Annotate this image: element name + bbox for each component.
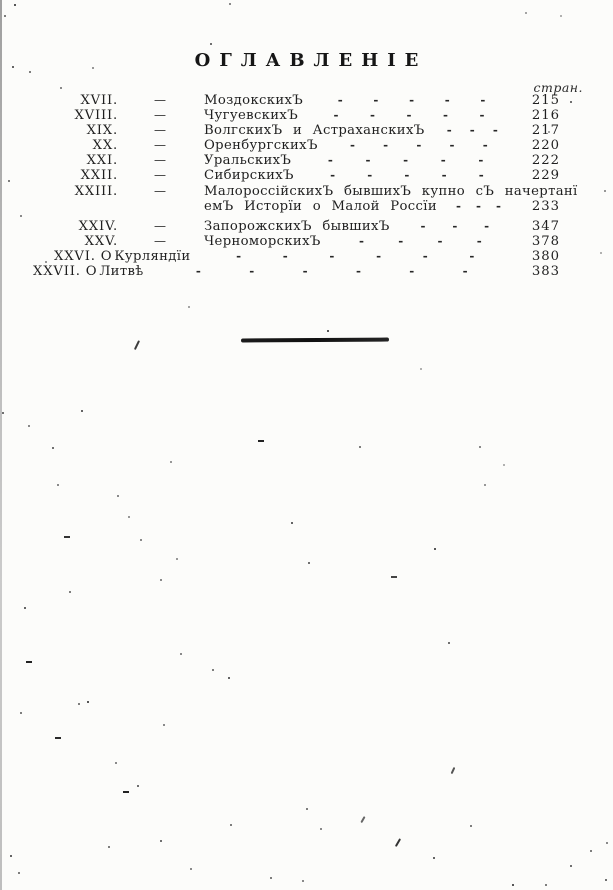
leader-dash: - (444, 93, 450, 107)
leader-dash: - (462, 264, 468, 279)
leader-dash: - (195, 264, 201, 279)
leader-dash: - (441, 168, 447, 183)
scan-stray-stroke (451, 767, 455, 774)
dot-leaders (303, 93, 520, 108)
page-title-text: ОГЛАВЛЕНІЕ (194, 50, 428, 71)
leader-dash: - (302, 264, 308, 279)
entry-name: ЧерноморскихЪ (204, 233, 321, 249)
entry-name: емЪ Исторїи о Малой Россїи (204, 198, 437, 214)
leader-dash: - (492, 123, 498, 138)
leader-dash: - (476, 198, 481, 213)
dash-separator: — (154, 123, 166, 138)
toc-row-continuation (0, 199, 560, 214)
leader-dash: - (409, 93, 415, 107)
entry-name: Курляндїи (114, 248, 191, 264)
page-number: 216 (531, 108, 560, 124)
leader-dash: - (478, 168, 484, 183)
toc-row (0, 219, 560, 234)
dot-leaders (190, 249, 520, 264)
chapter-numeral: XXVII. О (33, 264, 98, 280)
leader-dash: - (404, 168, 410, 183)
page-number: 383 (531, 264, 560, 280)
toc-row (0, 138, 560, 153)
leader-dash: - (282, 248, 288, 263)
dot-leaders (321, 234, 520, 249)
chapter-numeral: XVII. (80, 93, 118, 108)
chapter-numeral: XIX. (86, 123, 118, 139)
leader-dash: - (482, 138, 488, 153)
leader-dash: - (449, 138, 455, 153)
leader-dash: - (398, 233, 404, 248)
entry-name: МоздокскихЪ (204, 93, 304, 108)
leader-dash: - (446, 123, 452, 138)
entry-name: МалороссійскихЪ бывшихЪ купно сЪ начертанї (204, 183, 578, 199)
leader-dash: - (496, 198, 501, 213)
entry-name: УральскихЪ (204, 153, 292, 169)
page-number: 215 (531, 93, 560, 108)
toc-row (0, 123, 560, 138)
leader-dash: - (373, 93, 379, 107)
leader-dash: - (422, 248, 428, 263)
scan-stray-stroke (360, 816, 365, 823)
dot-leaders (425, 123, 520, 138)
leader-dash: - (409, 264, 415, 279)
leader-dash: - (406, 108, 412, 123)
leader-dash: - (370, 108, 375, 123)
page-title (0, 50, 613, 71)
leader-dash: - (249, 264, 255, 279)
dash-separator: — (154, 233, 166, 248)
leader-dash: - (452, 218, 458, 233)
scan-stray-stroke (134, 340, 140, 350)
page-number: 222 (531, 153, 560, 169)
chapter-numeral: XX. (92, 138, 118, 154)
section-divider-rule (241, 338, 389, 342)
chapter-numeral: XXII. (80, 168, 118, 184)
leader-dash: - (365, 153, 371, 168)
chapter-numeral: XXIII. (74, 183, 118, 199)
toc-row (0, 168, 560, 183)
leader-dash: - (437, 233, 443, 248)
chapter-numeral: XXI. (86, 153, 118, 169)
page-number: 233 (531, 198, 560, 214)
chapter-numeral: XXV. (84, 233, 118, 249)
leader-dash: - (469, 248, 475, 263)
leader-dash: - (358, 233, 364, 248)
leader-dash: - (478, 153, 484, 168)
dot-leaders (390, 219, 520, 234)
table-of-contents (0, 93, 578, 280)
scan-stray-stroke (395, 838, 401, 847)
leader-dash: - (416, 138, 422, 153)
leader-dash: - (329, 248, 335, 263)
entry-name: СибирскихЪ (204, 168, 294, 184)
toc-row (0, 153, 560, 168)
leader-dash: - (349, 138, 355, 153)
leader-dash: - (327, 153, 333, 168)
toc-row (0, 249, 560, 264)
leader-dash: - (479, 108, 485, 123)
leader-dash: - (442, 108, 448, 123)
toc-row (0, 264, 560, 279)
dot-leaders (437, 199, 520, 214)
page-number: 380 (531, 248, 560, 264)
dot-leaders (294, 168, 520, 183)
dash-separator: — (154, 138, 166, 153)
dot-leaders (298, 108, 520, 123)
entry-name: ЗапорожскихЪ бывшихЪ (204, 218, 390, 234)
dot-leaders (291, 153, 520, 168)
leader-dash: - (476, 233, 482, 248)
dash-separator: — (154, 108, 166, 123)
toc-row (0, 108, 560, 123)
page-number: 220 (531, 138, 560, 154)
leader-dash: - (330, 168, 336, 183)
chapter-numeral: XXIV. (78, 218, 118, 234)
chapter-numeral: XXVI. О (54, 248, 113, 264)
dot-leaders (144, 264, 520, 279)
leader-dash: - (367, 168, 373, 183)
entry-name: ЧугуевскихЪ (204, 108, 299, 124)
leader-dash: - (440, 153, 446, 168)
entry-name: Литвѣ (99, 264, 144, 280)
page-number: 217 (531, 123, 560, 139)
entry-name: ОренбургскихЪ (204, 138, 318, 154)
leader-dash: - (403, 153, 409, 168)
leader-dash: - (456, 198, 461, 213)
dash-separator: — (154, 218, 166, 233)
leader-dash: - (376, 248, 382, 263)
toc-row (0, 183, 578, 199)
page-number: 229 (531, 168, 560, 184)
dash-separator: — (154, 183, 166, 198)
dash-separator: — (154, 153, 166, 168)
page-number: 347 (531, 218, 560, 234)
chapter-numeral: XVIII. (74, 108, 118, 124)
leader-dash: - (337, 93, 343, 107)
dash-separator: — (154, 168, 166, 183)
toc-row (0, 234, 560, 249)
page-column-header: стран. (533, 80, 583, 95)
leader-dash: - (420, 218, 426, 233)
dot-leaders (318, 138, 520, 153)
leader-dash: - (355, 264, 361, 279)
toc-row (0, 93, 560, 108)
entry-name: ВолгскихЪ и АстраханскихЪ (204, 123, 425, 139)
page-number: 378 (531, 233, 560, 249)
scan-ink-marks (0, 0, 6, 2)
leader-dash: - (469, 123, 475, 138)
dash-separator: — (154, 93, 166, 107)
leader-dash: - (236, 248, 242, 263)
leader-dash: - (383, 138, 389, 153)
leader-dash: - (484, 218, 490, 233)
leader-dash: - (333, 108, 339, 123)
leader-dash: - (480, 93, 486, 107)
